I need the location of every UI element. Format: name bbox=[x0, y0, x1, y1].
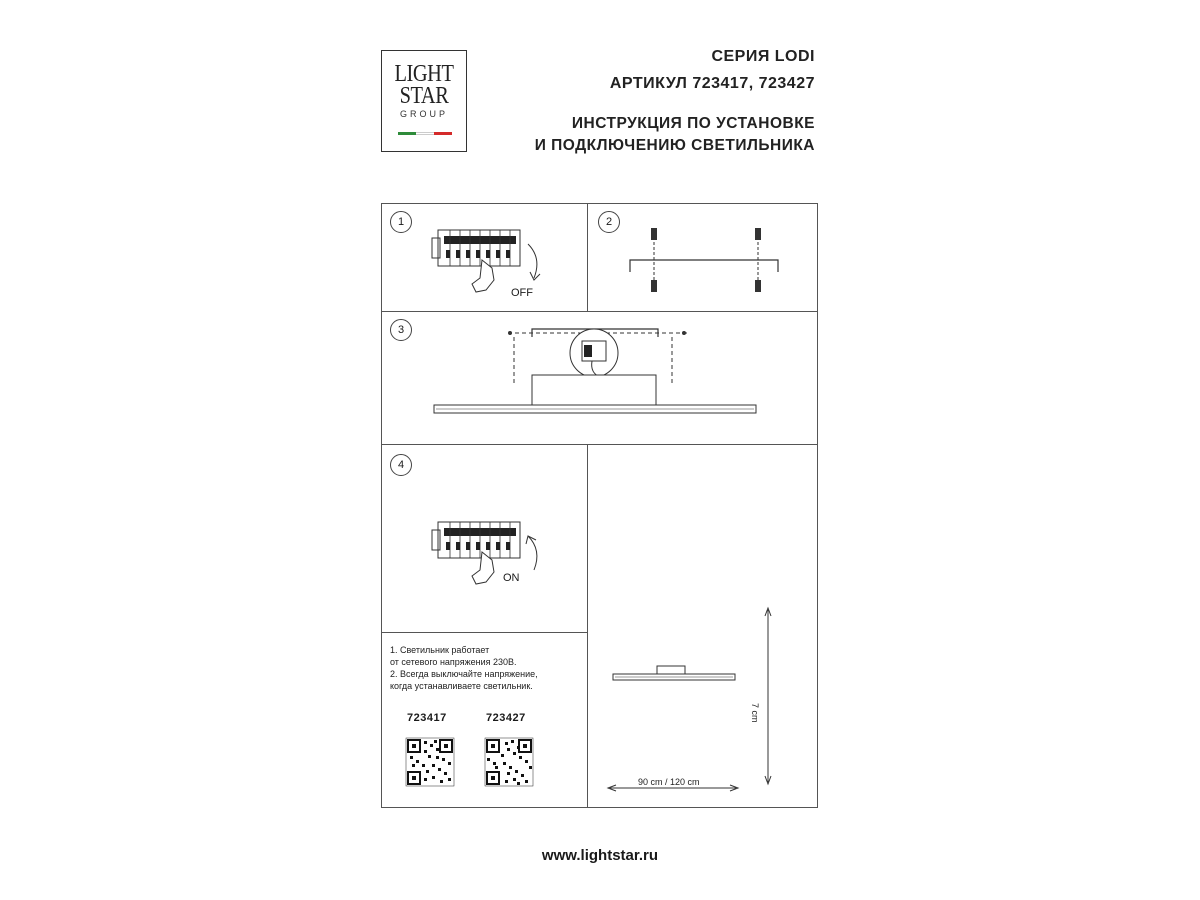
fixture-mounting-illustration bbox=[432, 325, 762, 420]
divider bbox=[381, 632, 587, 633]
width-dimension-label: 90 cm / 120 cm bbox=[638, 777, 700, 787]
brand-line2: STAR bbox=[399, 83, 449, 109]
brand-line3: GROUP bbox=[399, 109, 448, 119]
flag-red bbox=[434, 132, 452, 135]
note-line-2: от сетевого напряжения 230В. bbox=[390, 657, 517, 667]
mounting-bracket-illustration bbox=[624, 224, 784, 296]
qr-code-icon[interactable] bbox=[406, 738, 454, 786]
series-title: СЕРИЯ LODI bbox=[711, 48, 815, 65]
note-line-4: когда устанавливаете светильник. bbox=[390, 681, 533, 691]
flag-green bbox=[398, 132, 416, 135]
website-url[interactable]: www.lightstar.ru bbox=[541, 847, 659, 864]
divider bbox=[381, 444, 818, 445]
note-line-3: 2. Всегда выключайте напряжение, bbox=[390, 669, 538, 679]
divider bbox=[587, 203, 588, 311]
product-code-1: 723417 bbox=[407, 712, 447, 724]
divider bbox=[587, 444, 588, 808]
italian-flag-icon bbox=[398, 132, 452, 135]
instruction-title-line1: ИНСТРУКЦИЯ ПО УСТАНОВКЕ bbox=[571, 115, 815, 132]
step-number-1: 1 bbox=[390, 211, 412, 233]
breaker-on-illustration bbox=[430, 512, 540, 592]
height-dimension-label: 7 cm bbox=[750, 703, 760, 723]
off-label: OFF bbox=[511, 287, 533, 299]
note-line-1: 1. Светильник работает bbox=[390, 645, 490, 655]
brand-line1: LIGHT bbox=[394, 61, 454, 87]
instruction-title-line2: И ПОДКЛЮЧЕНИЮ СВЕТИЛЬНИКА bbox=[534, 137, 815, 154]
article-number: АРТИКУЛ 723417, 723427 bbox=[609, 75, 815, 92]
qr-code-icon[interactable] bbox=[485, 738, 533, 786]
dimensions-illustration bbox=[600, 600, 800, 800]
step-number-2: 2 bbox=[598, 211, 620, 233]
divider bbox=[381, 311, 818, 312]
on-label: ON bbox=[503, 572, 520, 584]
step-number-4: 4 bbox=[390, 454, 412, 476]
product-code-2: 723427 bbox=[486, 712, 526, 724]
step-number-3: 3 bbox=[390, 319, 412, 341]
flag-white bbox=[416, 132, 434, 135]
brand-logo bbox=[381, 50, 467, 152]
